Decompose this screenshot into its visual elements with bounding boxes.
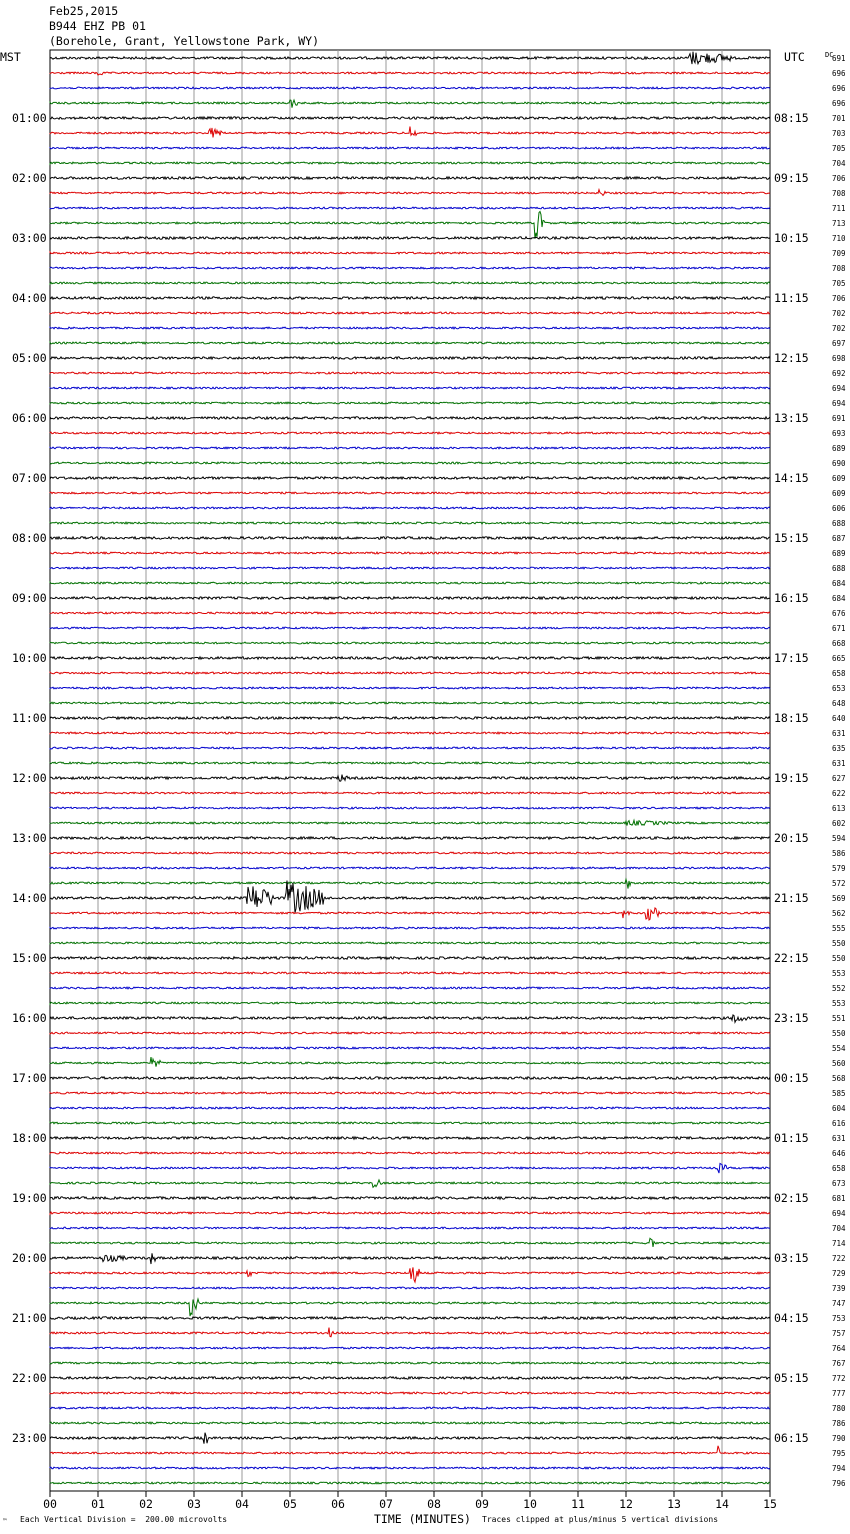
x-tick-label: 07 [379, 1497, 393, 1511]
hour-label-right: 12:15 [774, 351, 809, 365]
trace-line [50, 717, 770, 719]
dc-offset-label: 562 [832, 909, 846, 918]
dc-offset-label: 705 [832, 279, 846, 288]
dc-offset-label: 585 [832, 1089, 846, 1098]
hour-label-left: 08:00 [12, 531, 47, 545]
scale-note: Each Vertical Division = 200.00 microvolts [20, 1515, 228, 1524]
trace-line [50, 190, 770, 196]
trace-line [50, 702, 770, 704]
hour-label-left: 17:00 [12, 1071, 47, 1085]
dc-offset-label: 705 [832, 144, 846, 153]
dc-offset-label: 653 [832, 684, 846, 693]
trace-line [50, 687, 770, 689]
hour-label-left: 07:00 [12, 471, 47, 485]
dc-offset-label: 687 [832, 534, 846, 543]
right-axis-title: UTC [784, 50, 805, 64]
dc-offset-label: 586 [832, 849, 846, 858]
trace-line [50, 52, 770, 64]
trace-line [50, 162, 770, 164]
dc-offset-label: 691 [832, 414, 846, 423]
trace-line [50, 1212, 770, 1214]
dc-offset-label: 555 [832, 924, 846, 933]
dc-offset-label: 688 [832, 564, 846, 573]
dc-offset-label: 609 [832, 474, 846, 483]
dc-offset-label: 568 [832, 1074, 846, 1083]
trace-line [50, 100, 770, 108]
hour-label-right: 11:15 [774, 291, 809, 305]
x-tick-label: 12 [619, 1497, 633, 1511]
dc-offset-label: 693 [832, 429, 846, 438]
dc-offset-label: 676 [832, 609, 846, 618]
hour-label-left: 20:00 [12, 1251, 47, 1265]
dc-offset-label: 708 [832, 264, 846, 273]
x-tick-label: 05 [283, 1497, 297, 1511]
dc-offset-label: 609 [832, 489, 846, 498]
dc-offset-label: 790 [832, 1434, 846, 1443]
dc-offset-label: 696 [832, 69, 846, 78]
dc-offset-label: 795 [832, 1449, 846, 1458]
trace-line [50, 1032, 770, 1034]
clip-note: Traces clipped at plus/minus 5 vertical divisions [482, 1515, 719, 1524]
trace-line [50, 1057, 770, 1067]
trace-line [50, 342, 770, 344]
trace-line [50, 1077, 770, 1079]
trace-line [50, 537, 770, 539]
dc-offset-label: 777 [832, 1389, 846, 1398]
trace-line [50, 807, 770, 809]
dc-offset-label: 696 [832, 84, 846, 93]
trace-line [50, 1197, 770, 1199]
hour-label-right: 09:15 [774, 171, 809, 185]
trace-line [50, 612, 770, 614]
dc-offset-label: 602 [832, 819, 846, 828]
dc-offset-label: 684 [832, 594, 846, 603]
trace-line [50, 72, 770, 75]
x-tick-label: 13 [667, 1497, 681, 1511]
trace-line [50, 820, 770, 825]
dc-offset-label: 579 [832, 864, 846, 873]
hour-label-left: 16:00 [12, 1011, 47, 1025]
trace-line [50, 552, 770, 554]
dc-offset-label: 711 [832, 204, 846, 213]
trace-line [50, 477, 770, 479]
dc-offset-label: 739 [832, 1284, 846, 1293]
trace-line [50, 852, 770, 854]
trace-line [50, 747, 770, 749]
dc-offset-label: 640 [832, 714, 846, 723]
x-tick-label: 00 [43, 1497, 57, 1511]
dc-offset-label: 753 [832, 1314, 846, 1323]
dc-offset-label: 551 [832, 1014, 846, 1023]
dc-offset-label: 786 [832, 1419, 846, 1428]
trace-line [50, 642, 770, 644]
hour-label-left: 03:00 [12, 231, 47, 245]
trace-line [50, 447, 770, 449]
dc-offset-label: 688 [832, 519, 846, 528]
trace-line [50, 627, 770, 629]
trace-line [50, 147, 770, 149]
dc-offset-label: 702 [832, 309, 846, 318]
trace-line [50, 957, 770, 959]
hour-label-left: 19:00 [12, 1191, 47, 1205]
trace-line [50, 582, 770, 584]
dc-offset-label: 648 [832, 699, 846, 708]
dc-offset-label: 704 [832, 159, 846, 168]
trace-line [50, 1328, 770, 1337]
trace-line [50, 1015, 770, 1022]
dc-offset-label: 627 [832, 774, 846, 783]
trace-line [50, 1238, 770, 1247]
trace-line [50, 1287, 770, 1289]
dc-offset-label: 772 [832, 1374, 846, 1383]
trace-line [50, 972, 770, 974]
x-tick-label: 03 [187, 1497, 201, 1511]
dc-offset-label: 606 [832, 504, 846, 513]
dc-offset-label: 631 [832, 1134, 846, 1143]
x-tick-label: 10 [523, 1497, 537, 1511]
dc-offset-label: 671 [832, 624, 846, 633]
trace-line [50, 327, 770, 329]
hour-label-right: 00:15 [774, 1071, 809, 1085]
dc-offset-label: 767 [832, 1359, 846, 1368]
hour-label-right: 16:15 [774, 591, 809, 605]
hour-label-left: 09:00 [12, 591, 47, 605]
trace-line [50, 522, 770, 524]
trace-line [50, 402, 770, 404]
trace-line [50, 1482, 770, 1484]
station-code: B944 EHZ PB 01 [49, 19, 146, 33]
trace-line [50, 1299, 770, 1316]
dc-offset-label: 796 [832, 1479, 846, 1488]
dc-offset-label: 729 [832, 1269, 846, 1278]
trace-line [50, 492, 770, 494]
dc-offset-label: 552 [832, 984, 846, 993]
trace-line [50, 387, 770, 389]
dc-offset-label: 550 [832, 1029, 846, 1038]
dc-offset-label: 569 [832, 894, 846, 903]
dc-offset-label: 616 [832, 1119, 846, 1128]
trace-line [50, 1092, 770, 1094]
x-tick-label: 04 [235, 1497, 249, 1511]
dc-offset-label: 594 [832, 834, 846, 843]
trace-line [50, 177, 770, 179]
trace-line [50, 597, 770, 599]
trace-line [50, 762, 770, 764]
dc-offset-label: 684 [832, 579, 846, 588]
hour-label-right: 15:15 [774, 531, 809, 545]
dc-offset-label: 701 [832, 114, 846, 123]
hour-label-right: 08:15 [774, 111, 809, 125]
trace-line [50, 1002, 770, 1004]
hour-label-right: 22:15 [774, 951, 809, 965]
trace-line [50, 1227, 770, 1229]
trace-line [50, 417, 770, 419]
trace-line [50, 927, 770, 929]
hour-label-left: 04:00 [12, 291, 47, 305]
trace-line [50, 312, 770, 314]
x-axis-label: TIME (MINUTES) [374, 1512, 471, 1526]
dc-offset-label: 553 [832, 999, 846, 1008]
dc-offset-label: 631 [832, 729, 846, 738]
dc-offset-label: 554 [832, 1044, 846, 1053]
dc-offset-label: 702 [832, 324, 846, 333]
hour-label-left: 11:00 [12, 711, 47, 725]
hour-label-right: 01:15 [774, 1131, 809, 1145]
hour-label-left: 18:00 [12, 1131, 47, 1145]
dc-offset-label: 694 [832, 384, 846, 393]
dc-offset-label: 713 [832, 219, 846, 228]
dc-offset-label: 747 [832, 1299, 846, 1308]
trace-line [50, 297, 770, 299]
hour-label-right: 18:15 [774, 711, 809, 725]
hour-label-right: 03:15 [774, 1251, 809, 1265]
trace-line [50, 432, 770, 434]
dc-offset-label: 710 [832, 234, 846, 243]
trace-line [50, 879, 770, 888]
x-tick-label: 09 [475, 1497, 489, 1511]
dc-offset-label: 691 [832, 54, 846, 63]
dc-offset-label: 706 [832, 174, 846, 183]
dc-offset-label: 694 [832, 1209, 846, 1218]
trace-line [50, 372, 770, 374]
hour-label-right: 06:15 [774, 1431, 809, 1445]
trace-line [50, 1047, 770, 1049]
dc-offset-label: 794 [832, 1464, 846, 1473]
trace-line [50, 657, 770, 659]
dc-offset-label: 550 [832, 954, 846, 963]
trace-line [50, 1407, 770, 1409]
trace-line [50, 462, 770, 464]
dc-offset-label: 635 [832, 744, 846, 753]
trace-line [50, 1446, 770, 1454]
hour-label-left: 15:00 [12, 951, 47, 965]
record-date: Feb25,2015 [49, 4, 119, 18]
dc-offset-label: 694 [832, 399, 846, 408]
trace-line [50, 1180, 770, 1187]
trace-line [50, 792, 770, 794]
dc-offset-label: 780 [832, 1404, 846, 1413]
dc-offset-label: 550 [832, 939, 846, 948]
trace-line [50, 1107, 770, 1109]
hour-label-left: 21:00 [12, 1311, 47, 1325]
trace-line [50, 867, 770, 869]
trace-line [50, 357, 770, 359]
trace-line [50, 1137, 770, 1139]
dc-offset-label: 560 [832, 1059, 846, 1068]
dc-offset-label: 692 [832, 369, 846, 378]
trace-line [50, 207, 770, 209]
hour-label-right: 17:15 [774, 651, 809, 665]
dc-offset-label: 708 [832, 189, 846, 198]
dc-offset-label: 697 [832, 339, 846, 348]
hour-label-right: 23:15 [774, 1011, 809, 1025]
trace-line [50, 87, 770, 89]
dc-offset-label: 553 [832, 969, 846, 978]
hour-label-right: 13:15 [774, 411, 809, 425]
station-location: (Borehole, Grant, Yellowstone Park, WY) [49, 34, 320, 48]
trace-line [50, 117, 770, 119]
trace-line [50, 507, 770, 509]
trace-line [50, 1317, 770, 1319]
hour-label-right: 21:15 [774, 891, 809, 905]
dc-offset-label: 613 [832, 804, 846, 813]
hour-label-left: 06:00 [12, 411, 47, 425]
dc-offset-label: 622 [832, 789, 846, 798]
dc-offset-label: 703 [832, 129, 846, 138]
trace-line [50, 1392, 770, 1394]
trace-line [50, 237, 770, 239]
hour-label-left: 22:00 [12, 1371, 47, 1385]
x-tick-label: 11 [571, 1497, 585, 1511]
dc-title: DC [825, 51, 834, 59]
trace-line [50, 942, 770, 944]
trace-line [50, 1377, 770, 1379]
trace-line [50, 1152, 770, 1154]
trace-line [50, 1164, 770, 1174]
dc-offset-label: 673 [832, 1179, 846, 1188]
dc-offset-label: 665 [832, 654, 846, 663]
trace-line [50, 1362, 770, 1364]
x-tick-label: 06 [331, 1497, 345, 1511]
hour-label-left: 23:00 [12, 1431, 47, 1445]
dc-offset-label: 690 [832, 459, 846, 468]
trace-line [50, 987, 770, 989]
trace-line [50, 267, 770, 269]
hour-label-right: 19:15 [774, 771, 809, 785]
dc-offset-label: 722 [832, 1254, 846, 1263]
dc-offset-label: 757 [832, 1329, 846, 1338]
x-tick-label: 01 [91, 1497, 105, 1511]
hour-label-left: 14:00 [12, 891, 47, 905]
trace-line [50, 1253, 770, 1264]
trace-line [50, 732, 770, 734]
dc-offset-label: 696 [832, 99, 846, 108]
hour-label-left: 13:00 [12, 831, 47, 845]
dc-offset-label: 714 [832, 1239, 846, 1248]
trace-line [50, 252, 770, 254]
dc-offset-label: 604 [832, 1104, 846, 1113]
trace-line [50, 775, 770, 782]
trace-line [50, 672, 770, 674]
trace-line [50, 1122, 770, 1124]
dc-offset-label: 681 [832, 1194, 846, 1203]
dc-offset-label: 689 [832, 444, 846, 453]
trace-line [50, 1267, 770, 1282]
dc-offset-label: 709 [832, 249, 846, 258]
dc-offset-label: 658 [832, 669, 846, 678]
hour-label-right: 05:15 [774, 1371, 809, 1385]
dc-offset-label: 631 [832, 759, 846, 768]
hour-label-left: 02:00 [12, 171, 47, 185]
plot-frame [50, 50, 770, 1491]
corner-mark: ™ [3, 1518, 7, 1525]
dc-offset-label: 706 [832, 294, 846, 303]
trace-line [50, 881, 770, 913]
dc-offset-label: 698 [832, 354, 846, 363]
left-axis-title: MST [0, 50, 21, 64]
hour-label-left: 01:00 [12, 111, 47, 125]
trace-line [50, 127, 770, 138]
trace-line [50, 1467, 770, 1469]
trace-line [50, 908, 770, 920]
trace-line [50, 567, 770, 569]
hour-label-right: 14:15 [774, 471, 809, 485]
dc-offset-label: 658 [832, 1164, 846, 1173]
dc-offset-label: 764 [832, 1344, 846, 1353]
hour-label-left: 12:00 [12, 771, 47, 785]
trace-line [50, 212, 770, 239]
hour-label-right: 20:15 [774, 831, 809, 845]
hour-label-right: 02:15 [774, 1191, 809, 1205]
trace-line [50, 282, 770, 284]
x-tick-label: 02 [139, 1497, 153, 1511]
trace-line [50, 1347, 770, 1349]
dc-offset-label: 572 [832, 879, 846, 888]
hour-label-left: 10:00 [12, 651, 47, 665]
dc-offset-label: 646 [832, 1149, 846, 1158]
x-tick-label: 15 [763, 1497, 777, 1511]
dc-offset-label: 668 [832, 639, 846, 648]
trace-line [50, 837, 770, 839]
trace-line [50, 1422, 770, 1424]
hour-label-left: 05:00 [12, 351, 47, 365]
dc-offset-label: 704 [832, 1224, 846, 1233]
dc-offset-label: 689 [832, 549, 846, 558]
x-tick-label: 14 [715, 1497, 729, 1511]
hour-label-right: 10:15 [774, 231, 809, 245]
hour-label-right: 04:15 [774, 1311, 809, 1325]
trace-line [50, 1433, 770, 1444]
x-tick-label: 08 [427, 1497, 441, 1511]
